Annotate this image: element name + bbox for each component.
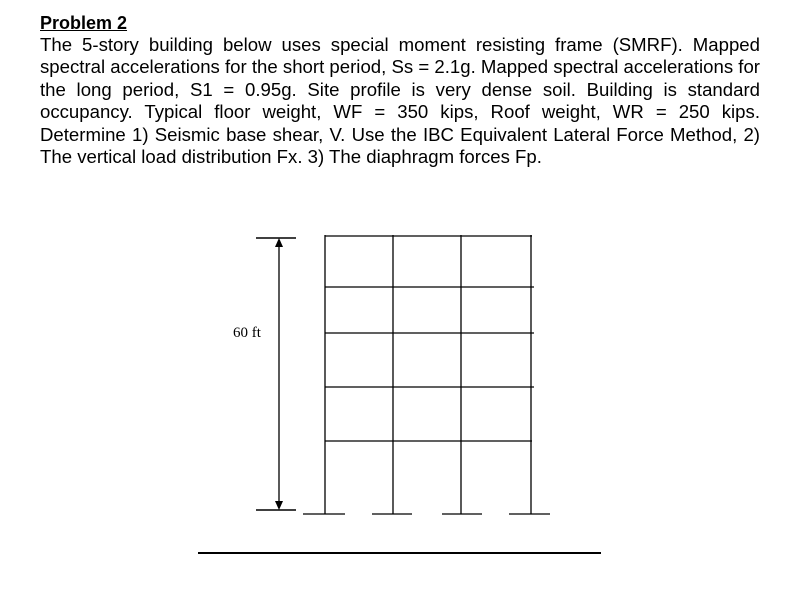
problem-text: The 5-story building below uses special moment resisting frame (SMRF). Mapped spectral accelerations for the short period, Ss = 2.1g. Mapped spectral accelerations for the long period, S1 = 0.95g. Site profile is very dense soil. Building is standard occupancy. Typical floor weight, WF = 350 kips, Roof weight, WR = 250 kips. Determine 1) Seismic base shear, V. Use the IBC Equivalent Lateral Force Method, 2) The vertical load distribution Fx. 3) The diaphragm forces Fp.: [40, 34, 760, 168]
dimension-arrow-down: [275, 501, 283, 510]
height-label: 60 ft: [233, 325, 261, 341]
height-dimension: [256, 238, 296, 510]
frame: [303, 235, 550, 514]
dimension-arrow-up: [275, 238, 283, 247]
problem-title: Problem 2: [40, 13, 128, 33]
